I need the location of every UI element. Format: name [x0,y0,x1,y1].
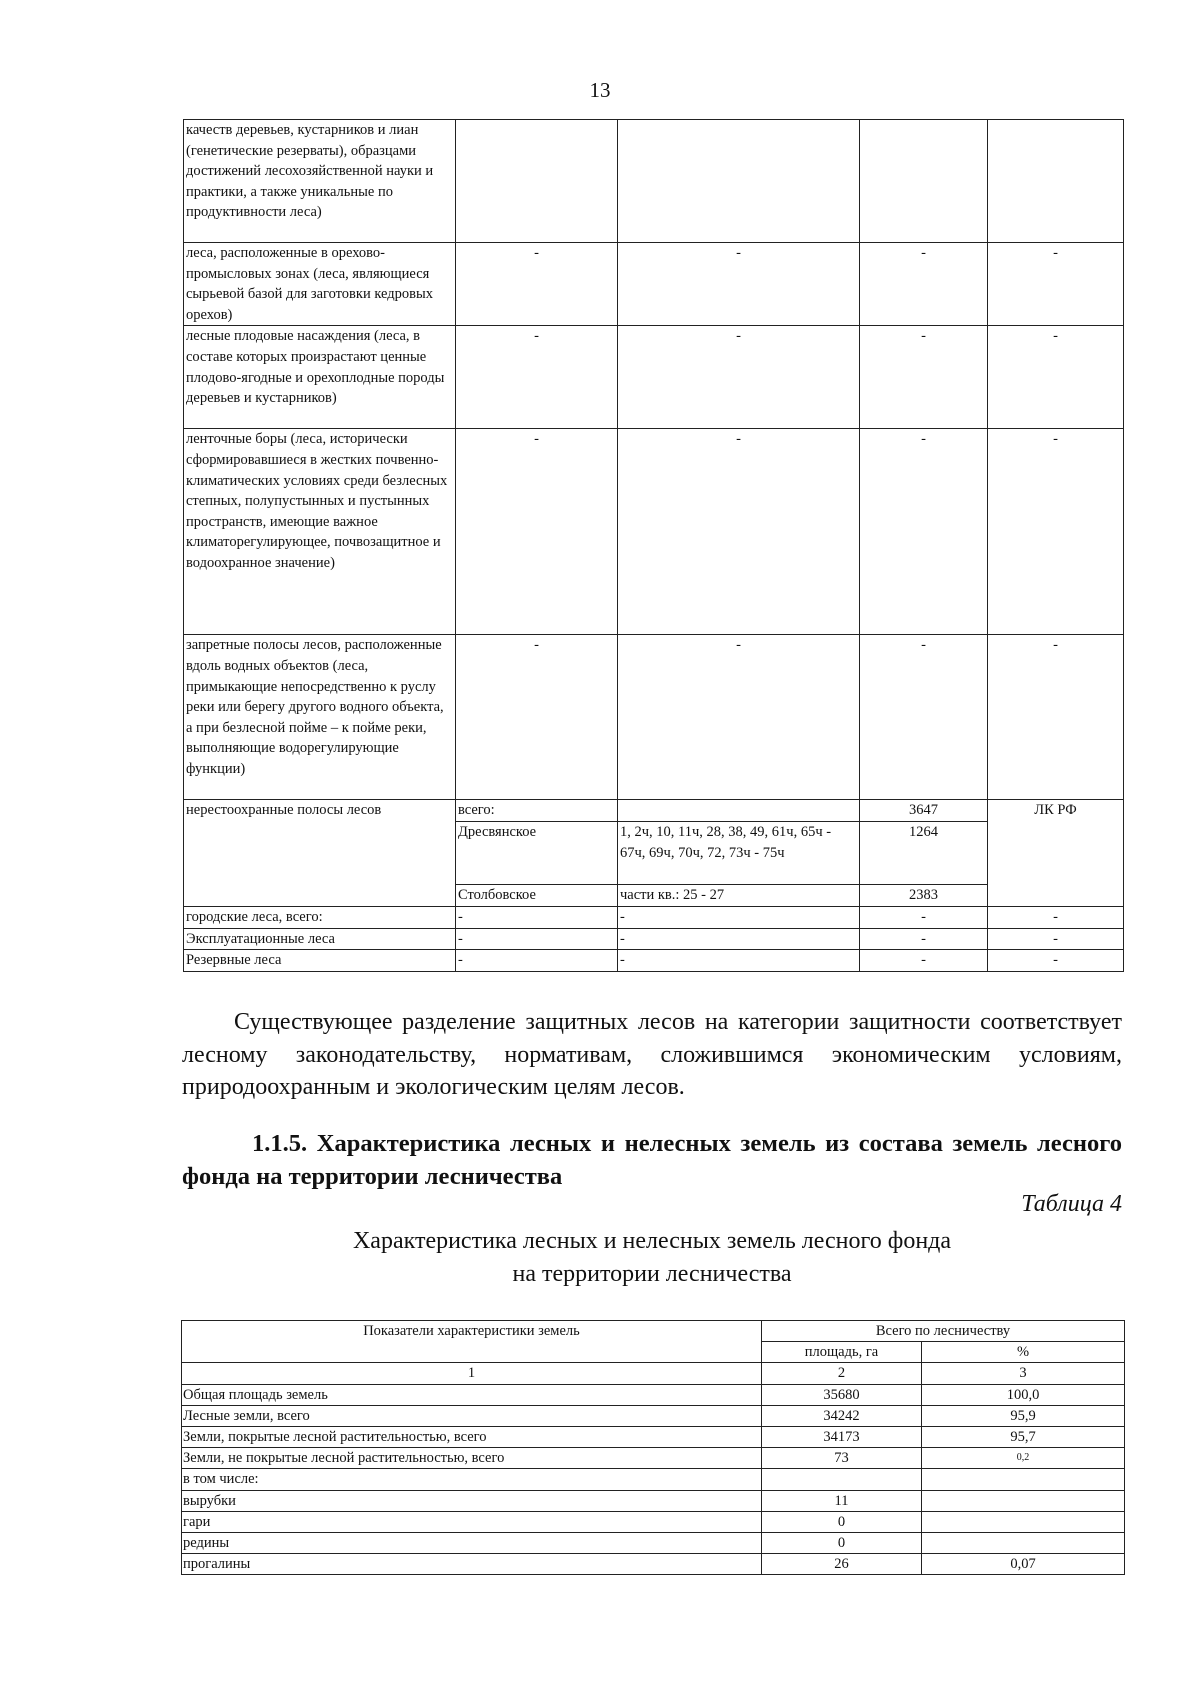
table-cell: - [860,635,988,800]
category-label: леса, расположенные в орехово-промысловых зонах (леса, являющиеся сырьевой базой для заготовки кедровых орехов) [184,243,456,326]
column-header: Показатели характеристики земель [182,1321,762,1363]
total-area: 3647 [860,800,988,822]
table-cell: - [988,635,1124,800]
page-number: 13 [589,78,611,102]
row-label: Лесные земли, всего [182,1405,762,1426]
area-cell: 0 [762,1511,922,1532]
table-caption [182,1225,1122,1291]
table-row [184,800,1124,822]
area-cell: 34173 [762,1427,922,1448]
table-row [182,1427,1125,1448]
block-numbers: 1, 2ч, 10, 11ч, 28, 38, 49, 61ч, 65ч - 67ч, 69ч, 70ч, 72, 73ч - 75ч [618,822,860,885]
percent-cell: 95,7 [922,1427,1125,1448]
table-cell [988,120,1124,243]
column-number: 2 [762,1363,922,1384]
table-cell: - [618,429,860,635]
forestry-name: Дресвянское [456,822,618,885]
table-row [182,1490,1125,1511]
category-label: городские леса, всего: [184,906,456,928]
table-cell: - [988,429,1124,635]
percent-cell [922,1511,1125,1532]
table-row [182,1533,1125,1554]
forestry-area: 1264 [860,822,988,885]
category-label: Резервные леса [184,950,456,972]
table-cell: - [618,928,860,950]
column-header: площадь, га [762,1342,922,1363]
protective-forests-table [183,119,1124,972]
table-caption-line: на территории лесничества [512,1261,792,1287]
category-label: Эксплуатационные леса [184,928,456,950]
row-label: гари [182,1511,762,1532]
table-row [184,243,1124,326]
table-cell: - [618,243,860,326]
table-row [184,950,1124,972]
row-label: вырубки [182,1490,762,1511]
percent-cell [922,1469,1125,1490]
table-row [184,429,1124,635]
column-header: Всего по лесничеству [762,1321,1125,1342]
table-number-label: Таблица 4 [1021,1191,1122,1217]
table-row [182,1448,1125,1469]
section-heading: 1.1.5. Характеристика лесных и нелесных земель из состава земель лесного фонда на территории лесничества [182,1130,1122,1190]
table-cell [860,120,988,243]
table-row [182,1405,1125,1426]
table-cell: - [456,906,618,928]
row-label: Земли, не покрытые лесной растительностью, всего [182,1448,762,1469]
table-row [182,1384,1125,1405]
row-label: Общая площадь земель [182,1384,762,1405]
block-numbers: части кв.: 25 - 27 [618,885,860,907]
table-cell: - [860,243,988,326]
percent-cell [922,1490,1125,1511]
percent-cell: 0,07 [922,1554,1125,1575]
table-cell: - [860,906,988,928]
table-row [184,906,1124,928]
column-header: % [922,1342,1125,1363]
table-row [184,326,1124,429]
table-row [182,1469,1125,1490]
area-cell: 11 [762,1490,922,1511]
category-label: запретные полосы лесов, расположенные вдоль водных объектов (леса, примыкающие непосредственно к руслу реки или берегу другого водного объекта, а при безлесной пойме – к пойме реки, выполняющие водорегулирующие функции) [184,635,456,800]
body-paragraph: Существующее разделение защитных лесов на категории защитности соответствует лесному законодательству, нормативам, сложившимся экономическим условиям, природоохранным и экологическим целям лесов. [182,1009,1122,1100]
category-label: лесные плодовые насаждения (леса, в составе которых произрастают ценные плодово-ягодные и орехоплодные породы деревьев и кустарников) [184,326,456,429]
category-label: ленточные боры (леса, исторически сформировавшиеся в жестких почвенно-климатических условиях среди безлесных степных, полупустынных и пустынных пространств, имеющие важное климаторегулирующее, почвозащитное и водоохранное значение) [184,429,456,635]
table-cell: - [860,429,988,635]
table-cell: - [618,950,860,972]
area-cell: 73 [762,1448,922,1469]
area-cell: 0 [762,1533,922,1554]
table-cell: - [456,928,618,950]
table-row [182,1511,1125,1532]
table-row [182,1554,1125,1575]
table-cell [618,800,860,822]
area-cell: 35680 [762,1384,922,1405]
column-number: 3 [922,1363,1125,1384]
area-cell: 26 [762,1554,922,1575]
percent-cell: 95,9 [922,1405,1125,1426]
table-cell [456,120,618,243]
table-cell: - [860,928,988,950]
table-cell: - [988,906,1124,928]
table-cell: - [860,326,988,429]
table-header-row [182,1321,1125,1342]
table-cell: - [456,635,618,800]
row-label: Земли, покрытые лесной растительностью, всего [182,1427,762,1448]
table-cell: - [456,950,618,972]
percent-cell: 0,2 [922,1448,1125,1469]
forestry-name: Столбовское [456,885,618,907]
table-cell: - [860,950,988,972]
table-cell: - [988,950,1124,972]
table-cell: - [618,326,860,429]
table-caption-line: Характеристика лесных и нелесных земель лесного фонда [352,1228,952,1254]
percent-cell [922,1533,1125,1554]
table-cell: - [456,429,618,635]
table-cell: - [988,243,1124,326]
area-cell [762,1469,922,1490]
table-cell: - [988,326,1124,429]
spawning-strips-label: нерестоохранные полосы лесов [184,800,456,907]
column-number-row [182,1363,1125,1384]
row-label: прогалины [182,1554,762,1575]
table-cell: - [988,928,1124,950]
table-row [184,928,1124,950]
legal-basis: ЛК РФ [988,800,1124,907]
area-cell: 34242 [762,1405,922,1426]
table-cell: - [618,906,860,928]
table-cell: - [456,243,618,326]
column-number: 1 [182,1363,762,1384]
forestry-area: 2383 [860,885,988,907]
table-cell [618,120,860,243]
percent-cell: 100,0 [922,1384,1125,1405]
category-label: качеств деревьев, кустарников и лиан (генетические резерваты), образцами достижений лесохозяйственной науки и практики, а также уникальные по продуктивности леса) [184,120,456,243]
table-row [184,120,1124,243]
land-characteristics-table [181,1320,1125,1575]
table-row [184,635,1124,800]
row-label: в том числе: [182,1469,762,1490]
table-cell: - [618,635,860,800]
table-cell: - [456,326,618,429]
total-label: всего: [456,800,618,822]
row-label: редины [182,1533,762,1554]
